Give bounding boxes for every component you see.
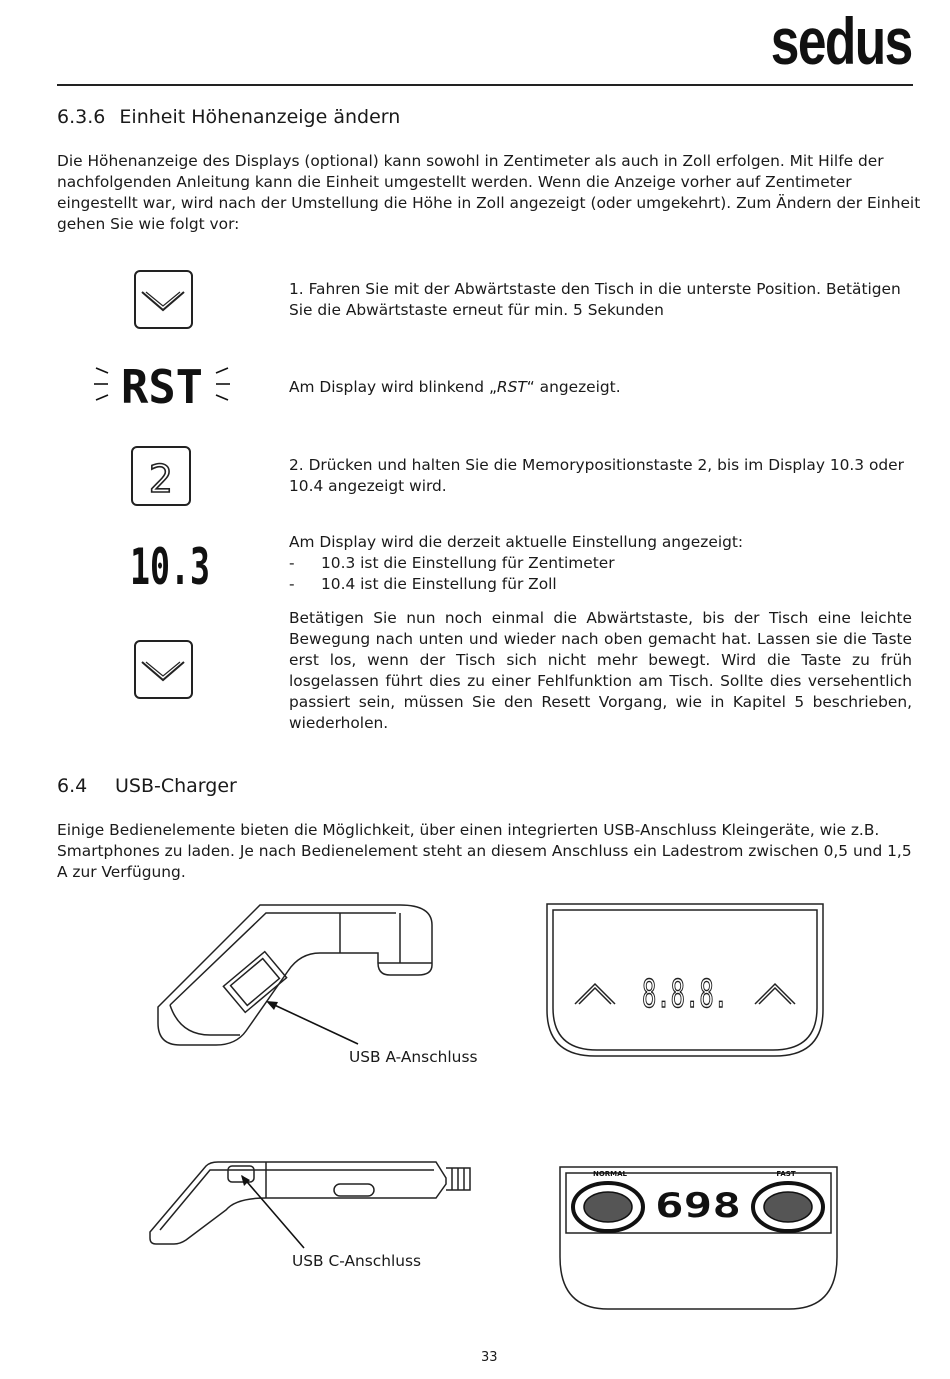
down-key-icon: [134, 270, 193, 329]
display-10-3-icon: [128, 538, 212, 596]
sedus-logo: sedus: [771, 4, 912, 78]
header-divider: [57, 84, 913, 86]
section-title: Einheit Höhenanzeige ändern: [119, 106, 401, 128]
rst-display-text: RST: [121, 360, 203, 414]
usb-c-control-illustration: [146, 1158, 476, 1248]
usb-a-pointer-arrow: [262, 998, 362, 1048]
usb-c-pointer-arrow: [238, 1172, 308, 1252]
option-text: 10.4 ist die Einstellung für Zoll: [321, 575, 557, 593]
usb-intro-paragraph: Einige Bedienelemente bieten die Möglichkeit, über einen integrierten USB-Anschluss Kleingeräte, wie z.B. Smartphones zu laden. Je nach Bedienelement steht an diesem Anschluss ein Ladestrom zwischen 0,5 und 1,5 A zur Verfügung.: [57, 821, 912, 881]
rst-text-pre: Am Display wird blinkend „: [289, 378, 497, 396]
memory-key-2-icon: [131, 446, 191, 506]
memory-key-2-label: 2: [148, 457, 174, 501]
rst-description: [289, 377, 919, 398]
section-title: USB-Charger: [115, 775, 237, 797]
control-panel-front-illustration: [543, 900, 827, 1060]
intro-paragraph: Die Höhenanzeige des Displays (optional) kann sowohl in Zentimeter als auch in Zoll erfolgen. Mit Hilfe der nachfolgenden Anleitung kann die Einheit umgestellt werden. Wenn die Anzeige vorher auf Zentimeter eingestellt war, wird nach der Umstellung die Höhe in Zoll angezeigt (oder umgekehrt). Zum Ändern der Einheit gehen Sie wie folgt vor:: [57, 152, 921, 233]
section-number: 6.3.6: [57, 106, 106, 128]
final-instructions: Betätigen Sie nun noch einmal die Abwärtstaste, bis der Tisch eine leichte Bewegung nach unten und wieder nach oben gemacht hat. Lassen sie die Taste erst los, wenn der Tisch sich nicht mehr bewegt. Wird die Taste zu früh losgelassen führt dies zu einer Fehlfunktion am Tisch. Sollte dies versehentlich passiert sein, müssen Sie den Resett Vorgang, wie in Kapitel 5 beschrieben, wiederholen.: [289, 609, 912, 732]
page-number: 33: [481, 1350, 498, 1365]
down-key-icon: [134, 640, 193, 699]
option-dash: -: [289, 554, 295, 572]
section-number: 6.4: [57, 775, 88, 797]
usb-c-caption: USB C-Anschluss: [292, 1252, 422, 1270]
rst-display-icon: [92, 360, 232, 414]
panel-2-right-label: FAST: [776, 1170, 796, 1178]
control-panel-memory-illustration: [556, 1163, 841, 1313]
option-cm: [289, 553, 919, 574]
section-heading-6-3-6: [57, 106, 400, 128]
current-setting-text: Am Display wird die derzeit aktuelle Einstellung angezeigt:: [289, 533, 744, 551]
step-2-text: 2. Drücken und halten Sie die Memorypositionstaste 2, bis im Display 10.3 oder 10.4 angezeigt wird.: [289, 456, 904, 495]
option-dash: -: [289, 575, 295, 593]
rst-text-post: “ angezeigt.: [526, 378, 621, 396]
section-heading-6-4: [57, 775, 237, 797]
usb-a-caption: USB A-Anschluss: [349, 1048, 478, 1066]
panel-2-display: 698: [655, 1186, 741, 1226]
option-text: 10.3 ist die Einstellung für Zentimeter: [321, 554, 615, 572]
display-10-3-text: 10.3: [130, 538, 210, 596]
panel-1-display: 8.8.8.: [642, 972, 728, 1016]
step-1-text: 1. Fahren Sie mit der Abwärtstaste den Tisch in die unterste Position. Betätigen Sie die Abwärtstaste erneut für min. 5 Sekunden: [289, 280, 901, 319]
rst-text-em: RST: [496, 378, 527, 396]
current-setting-block: [289, 532, 919, 595]
option-inch: [289, 574, 919, 595]
panel-2-left-label: NORMAL: [592, 1170, 628, 1178]
